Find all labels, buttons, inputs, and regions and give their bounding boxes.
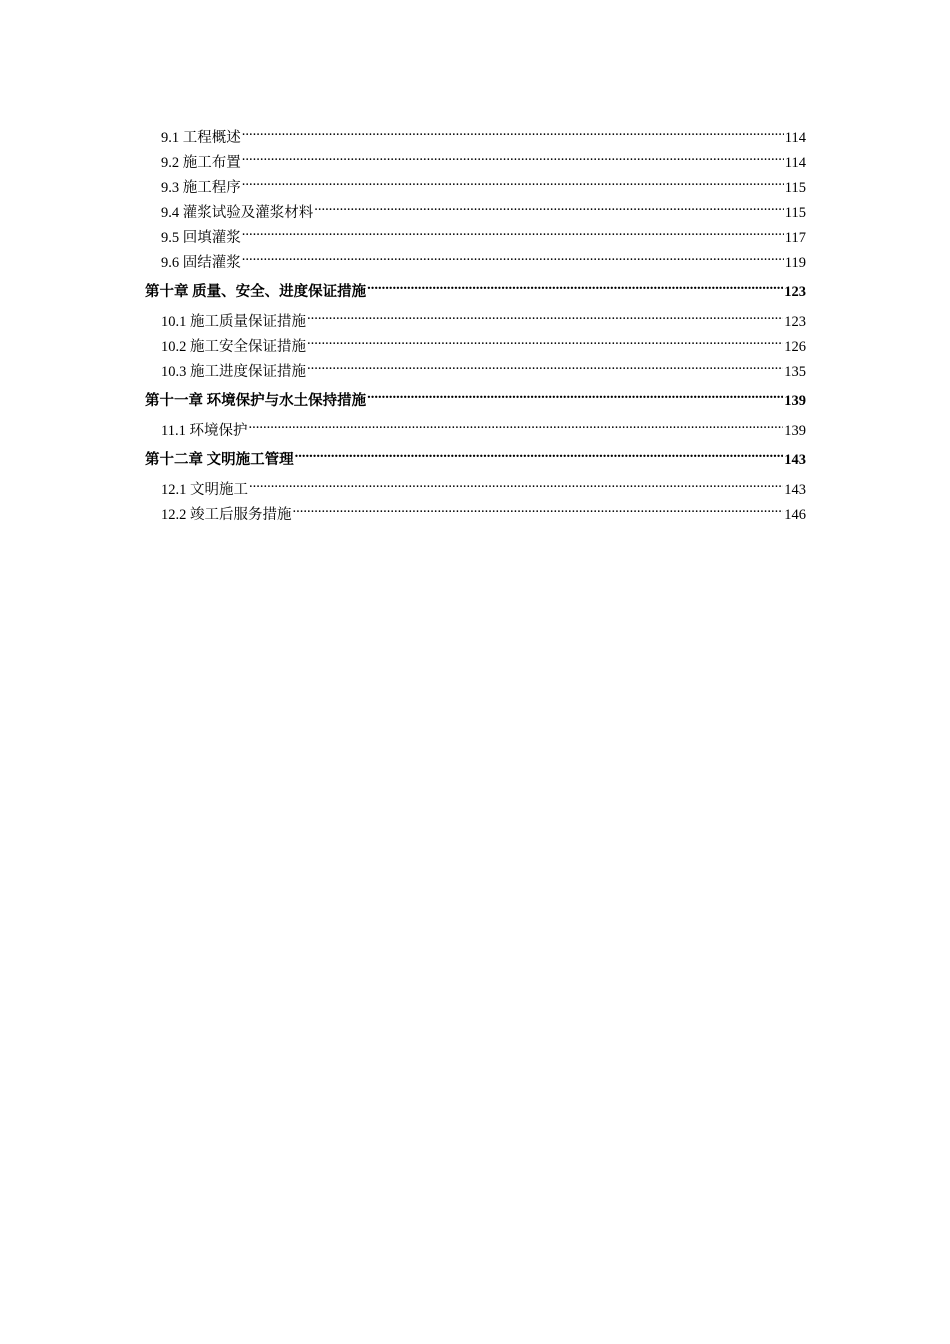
toc-dot-leader	[242, 153, 784, 168]
toc-entry-chapter[interactable]	[145, 448, 806, 473]
toc-entry-section[interactable]	[145, 251, 806, 276]
toc-dot-leader	[242, 253, 784, 268]
toc-dot-leader	[367, 391, 783, 406]
toc-entry-chapter[interactable]	[145, 280, 806, 305]
toc-entry-page: 117	[784, 230, 806, 246]
toc-entry-title: 10.2 施工安全保证措施	[161, 339, 306, 355]
toc-dot-leader	[295, 450, 784, 465]
toc-entry-title: 9.6 固结灌浆	[161, 255, 241, 271]
toc-entry-page: 123	[784, 314, 806, 330]
toc-entry-page: 119	[784, 255, 806, 271]
toc-entry-title: 第十章 质量、安全、进度保证措施	[145, 284, 367, 300]
toc-entry-page: 139	[784, 423, 806, 439]
toc-entry-section[interactable]	[145, 201, 806, 226]
toc-entry-title: 11.1 环境保护	[161, 423, 248, 439]
toc-entry-section[interactable]	[145, 310, 806, 335]
toc-entry-page: 123	[784, 284, 806, 300]
toc-dot-leader	[248, 421, 783, 436]
toc-dot-leader	[307, 337, 783, 352]
toc-entry-section[interactable]	[145, 226, 806, 251]
toc-entry-section[interactable]	[145, 503, 806, 528]
toc-entry-page: 126	[784, 339, 806, 355]
toc-entry-section[interactable]	[145, 126, 806, 151]
toc-entry-title: 第十一章 环境保护与水土保持措施	[145, 393, 367, 409]
toc-entry-title: 9.2 施工布置	[161, 155, 241, 171]
toc-entry-page: 114	[784, 155, 806, 171]
toc-entry-chapter[interactable]	[145, 389, 806, 414]
table-of-contents	[145, 126, 806, 528]
toc-entry-section[interactable]	[145, 176, 806, 201]
toc-entry-page: 146	[784, 507, 806, 523]
toc-entry-title: 9.3 施工程序	[161, 180, 241, 196]
toc-entry-section[interactable]	[145, 335, 806, 360]
toc-entry-page: 139	[784, 393, 806, 409]
toc-entry-title: 9.5 回填灌浆	[161, 230, 241, 246]
toc-entry-title: 10.3 施工进度保证措施	[161, 364, 306, 380]
toc-entry-title: 第十二章 文明施工管理	[145, 452, 294, 468]
toc-entry-title: 10.1 施工质量保证措施	[161, 314, 306, 330]
toc-dot-leader	[307, 312, 783, 327]
toc-entry-section[interactable]	[145, 419, 806, 444]
toc-entry-page: 135	[784, 364, 806, 380]
toc-entry-page: 143	[784, 452, 806, 468]
toc-dot-leader	[242, 178, 784, 193]
toc-entry-title: 9.1 工程概述	[161, 130, 241, 146]
toc-entry-section[interactable]	[145, 151, 806, 176]
toc-dot-leader	[314, 203, 784, 218]
toc-entry-page: 115	[784, 205, 806, 221]
toc-dot-leader	[293, 505, 784, 520]
toc-entry-page: 114	[784, 130, 806, 146]
toc-entry-title: 12.1 文明施工	[161, 482, 248, 498]
toc-dot-leader	[242, 228, 784, 243]
toc-entry-section[interactable]	[145, 360, 806, 385]
toc-entry-title: 9.4 灌浆试验及灌浆材料	[161, 205, 314, 221]
toc-dot-leader	[367, 282, 783, 297]
toc-entry-title: 12.2 竣工后服务措施	[161, 507, 292, 523]
toc-entry-section[interactable]	[145, 478, 806, 503]
toc-dot-leader	[242, 128, 784, 143]
toc-entry-page: 143	[784, 482, 806, 498]
toc-dot-leader	[307, 362, 783, 377]
toc-dot-leader	[249, 480, 783, 495]
toc-entry-page: 115	[784, 180, 806, 196]
